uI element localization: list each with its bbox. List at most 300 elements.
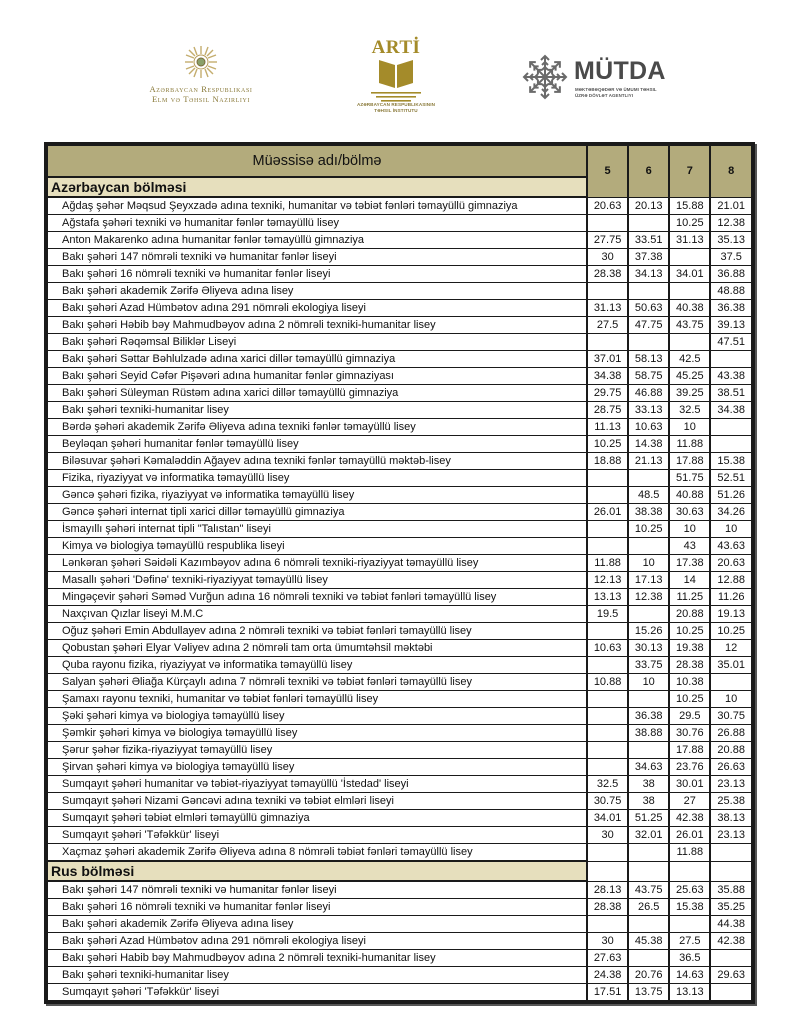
institution-name: Biləsuvar şəhəri Kəmaləddin Ağayev adına texniki fənlər təmayüllü məktəb-lisey [48,453,588,470]
score-grade-6 [628,691,669,708]
table-row [48,708,752,725]
table-row [48,950,752,967]
score-grade-8: 43.63 [710,538,751,555]
score-grade-7: 10.25 [669,623,710,640]
table-row [48,933,752,950]
score-grade-7: 11.88 [669,844,710,862]
institution-name: Bakı şəhəri akademik Zərifə Əliyeva adına lisey [48,916,588,933]
table-title: Müəssisə adı/bölmə [48,146,588,178]
score-grade-7: 28.38 [669,657,710,674]
score-grade-7: 23.76 [669,759,710,776]
institution-name: Ağdaş şəhər Məqsud Şeyxzadə adına texniki, humanitar və təbiət fənləri təmayüllü gimnaziya [48,197,588,215]
score-grade-6: 33.13 [628,402,669,419]
empty-cell [587,861,628,881]
score-grade-8: 36.88 [710,266,751,283]
score-grade-7 [669,916,710,933]
score-grade-8: 11.26 [710,589,751,606]
institution-name: Bakı şəhəri texniki-humanitar lisey [48,402,588,419]
institution-name: Ağstafa şəhəri texniki və humanitar fənlər təmayüllü lisey [48,215,588,232]
score-grade-5 [587,759,628,776]
score-grade-6 [628,334,669,351]
institution-name: Bakı şəhəri Səttar Bəhlulzadə adına xarici dillər təmayüllü gimnaziya [48,351,588,368]
score-grade-5: 34.38 [587,368,628,385]
score-grade-5 [587,742,628,759]
score-grade-6: 10.25 [628,521,669,538]
score-grade-8: 19.13 [710,606,751,623]
score-grade-6: 12.38 [628,589,669,606]
institution-name: Masallı şəhəri 'Dəfinə' texniki-riyaziyyat təmayüllü lisey [48,572,588,589]
score-grade-6: 20.13 [628,197,669,215]
score-grade-8: 23.13 [710,827,751,844]
score-grade-6 [628,538,669,555]
institution-name: İsmayıllı şəhəri internat tipli "Talıstan" liseyi [48,521,588,538]
section-header-russian [48,861,752,881]
table-row [48,232,752,249]
score-grade-8: 20.63 [710,555,751,572]
table-row [48,521,752,538]
institution-name: Bakı şəhəri 16 nömrəli texniki və humanitar fənlər liseyi [48,266,588,283]
table-row [48,657,752,674]
score-grade-5 [587,470,628,487]
table-row [48,916,752,933]
arti-subtitle-line2: TƏHSIL İNSTITUTU [374,108,418,113]
score-grade-6 [628,470,669,487]
score-grade-7 [669,334,710,351]
section-label: Azərbaycan bölməsi [48,177,588,197]
score-grade-8: 44.38 [710,916,751,933]
grade-header-7: 7 [669,146,710,198]
score-grade-8: 43.38 [710,368,751,385]
grade-header-5: 5 [587,146,628,198]
table-row [48,402,752,419]
institution-name: Kimya və biologiya təmayüllü respublika liseyi [48,538,588,555]
score-grade-7: 40.38 [669,300,710,317]
score-grade-6: 33.51 [628,232,669,249]
grade-header-8: 8 [710,146,751,198]
score-grade-7: 39.25 [669,385,710,402]
section-row-russian [48,861,752,881]
score-grade-7: 40.88 [669,487,710,504]
mutda-subtitle-line1: MƏKTƏBƏQƏDƏR VƏ ÜMUMI TƏHSIL [575,87,657,92]
score-grade-8: 47.51 [710,334,751,351]
score-grade-6: 34.13 [628,266,669,283]
score-grade-7: 26.01 [669,827,710,844]
score-grade-6: 45.38 [628,933,669,950]
score-grade-6: 17.13 [628,572,669,589]
score-grade-6 [628,844,669,862]
table-row [48,881,752,899]
table-row [48,555,752,572]
score-grade-5: 28.38 [587,266,628,283]
table-row [48,691,752,708]
table-row [48,742,752,759]
table-row [48,453,752,470]
score-grade-6 [628,215,669,232]
arti-title: ARTİ [371,37,421,58]
score-grade-5: 12.13 [587,572,628,589]
table-row [48,827,752,844]
score-grade-6: 43.75 [628,881,669,899]
score-grade-7: 30.01 [669,776,710,793]
score-grade-7: 42.5 [669,351,710,368]
arti-subtitle-line1: AZƏRBAYCAN RESPUBLIKASININ [357,102,435,107]
score-grade-5: 27.5 [587,317,628,334]
table-row [48,385,752,402]
score-grade-7: 10 [669,521,710,538]
score-grade-6: 36.38 [628,708,669,725]
institution-name: Qobustan şəhəri Elyar Vəliyev adına 2 nömrəli tam orta ümumtəhsil məktəbi [48,640,588,657]
score-grade-7: 10.38 [669,674,710,691]
score-grade-5: 31.13 [587,300,628,317]
score-grade-6: 10 [628,555,669,572]
score-grade-8: 42.38 [710,933,751,950]
score-grade-7: 32.5 [669,402,710,419]
score-grade-6: 26.5 [628,899,669,916]
institution-name: Quba rayonu fizika, riyaziyyat və informatika təmayüllü lisey [48,657,588,674]
table-row [48,351,752,368]
score-grade-5: 11.13 [587,419,628,436]
institution-name: Bakı şəhəri Azad Hümbətov adına 291 nömrəli ekologiya liseyi [48,300,588,317]
ministry-name-line2: Elm və Təhsil Nazirliyi [151,94,251,104]
score-grade-6: 38 [628,793,669,810]
table-row [48,984,752,1001]
score-grade-5: 27.63 [587,950,628,967]
score-grade-7: 14.63 [669,967,710,984]
score-grade-7: 36.5 [669,950,710,967]
score-grade-5: 34.01 [587,810,628,827]
grade-header-6: 6 [628,146,669,198]
table-row [48,538,752,555]
score-grade-6: 58.13 [628,351,669,368]
institution-name: Lənkəran şəhəri Səidəli Kazımbəyov adına 6 nömrəli texniki-riyaziyyat təmayüllü lisey [48,555,588,572]
table-row [48,419,752,436]
score-grade-6: 21.13 [628,453,669,470]
score-grade-8: 10.25 [710,623,751,640]
score-grade-8: 35.88 [710,881,751,899]
score-grade-7: 15.88 [669,197,710,215]
score-grade-5 [587,334,628,351]
mutda-logo [518,50,698,106]
score-grade-5: 10.88 [587,674,628,691]
score-grade-6: 38.88 [628,725,669,742]
score-grade-5: 27.75 [587,232,628,249]
institution-name: Gəncə şəhəri fizika, riyaziyyat və informatika təmayüllü lisey [48,487,588,504]
score-grade-8: 29.63 [710,967,751,984]
institution-name: Bakı şəhəri Seyid Cəfər Pişəvəri adına humanitar fənlər gimnaziyası [48,368,588,385]
empty-cell [669,861,710,881]
score-grade-8: 52.51 [710,470,751,487]
institution-name: Bakı şəhəri Həbib bəy Mahmudbəyov adına 2 nömrəli texniki-humanitar lisey [48,317,588,334]
score-grade-6: 38.38 [628,504,669,521]
score-grade-7: 10 [669,419,710,436]
institution-name: Şirvan şəhəri kimya və biologiya təmayüllü lisey [48,759,588,776]
score-grade-8: 51.26 [710,487,751,504]
score-grade-7: 14 [669,572,710,589]
institution-name: Sumqayıt şəhəri təbiət elmləri təmayüllü gimnaziya [48,810,588,827]
score-grade-8: 36.38 [710,300,751,317]
table-row [48,487,752,504]
institution-name: Bakı şəhəri Habib bəy Mahmudbəyov adına 2 nömrəli texniki-humanitar lisey [48,950,588,967]
score-grade-7: 42.38 [669,810,710,827]
score-grade-5 [587,657,628,674]
score-grade-7: 19.38 [669,640,710,657]
score-grade-6: 47.75 [628,317,669,334]
institution-name: Bakı şəhəri Azad Hümbətov adına 291 nömrəli ekologiya liseyi [48,933,588,950]
score-grade-6 [628,916,669,933]
state-emblem-icon [183,44,219,80]
score-grade-7: 27 [669,793,710,810]
score-grade-5: 20.63 [587,197,628,215]
score-grade-8: 15.38 [710,453,751,470]
score-grade-6: 30.13 [628,640,669,657]
score-grade-7: 15.38 [669,899,710,916]
institution-name: Şəki şəhəri kimya və biologiya təmayüllü lisey [48,708,588,725]
institution-name: Şərur şəhər fizika-riyaziyyat təmayüllü lisey [48,742,588,759]
score-grade-8: 26.63 [710,759,751,776]
ministry-name-line1: Azərbaycan Respublikası [149,84,253,94]
score-grade-8: 39.13 [710,317,751,334]
institution-name: Salyan şəhəri Əliağa Kürçaylı adına 7 nömrəli texniki və təbiət fənləri təmayüllü lisey [48,674,588,691]
score-grade-5: 10.63 [587,640,628,657]
score-grade-6: 14.38 [628,436,669,453]
score-grade-6: 51.25 [628,810,669,827]
score-grade-8: 10 [710,521,751,538]
score-grade-6: 34.63 [628,759,669,776]
institution-name: Sumqayıt şəhəri 'Təfəkkür' liseyi [48,827,588,844]
institution-name: Xaçmaz şəhəri akademik Zərifə Əliyeva adına 8 nömrəli təbiət fənləri təmayüllü lisey [48,844,588,862]
score-grade-7: 17.38 [669,555,710,572]
table-row [48,899,752,916]
institution-name: Bakı şəhəri akademik Zərifə Əliyeva adına lisey [48,283,588,300]
table-row [48,504,752,521]
score-grade-5 [587,521,628,538]
empty-cell [710,861,751,881]
institution-name: Şamaxı rayonu texniki, humanitar və təbiət fənləri təmayüllü lisey [48,691,588,708]
score-grade-5: 11.88 [587,555,628,572]
score-grade-6 [628,950,669,967]
institution-name: Naxçıvan Qızlar liseyi M.M.C [48,606,588,623]
table-row [48,606,752,623]
score-grade-7: 11.88 [669,436,710,453]
score-grade-5 [587,708,628,725]
score-grade-5: 29.75 [587,385,628,402]
score-grade-6: 32.01 [628,827,669,844]
score-grade-5: 26.01 [587,504,628,521]
score-grade-6: 10.63 [628,419,669,436]
score-grade-8: 20.88 [710,742,751,759]
score-grade-5: 28.13 [587,881,628,899]
score-grade-7: 43 [669,538,710,555]
score-grade-6 [628,742,669,759]
score-grade-8: 37.5 [710,249,751,266]
score-grade-5: 28.38 [587,899,628,916]
table-row [48,368,752,385]
score-grade-5 [587,283,628,300]
table-row [48,844,752,862]
score-grade-5 [587,623,628,640]
score-grade-5: 19.5 [587,606,628,623]
score-grade-7: 30.76 [669,725,710,742]
score-grade-7: 30.63 [669,504,710,521]
institution-name: Bakı şəhəri Rəqəmsal Biliklər Liseyi [48,334,588,351]
score-grade-6 [628,606,669,623]
score-grade-8: 34.38 [710,402,751,419]
score-grade-5 [587,916,628,933]
score-grade-8: 35.25 [710,899,751,916]
score-grade-5: 32.5 [587,776,628,793]
institution-name: Bərdə şəhəri akademik Zərifə Əliyeva adına texniki fənlər təmayüllü lisey [48,419,588,436]
table-row [48,674,752,691]
score-grade-8: 26.88 [710,725,751,742]
score-grade-8: 35.13 [710,232,751,249]
score-grade-8: 12.38 [710,215,751,232]
score-grade-5 [587,215,628,232]
score-grade-5: 28.75 [587,402,628,419]
institution-name: Anton Makarenko adına humanitar fənlər təmayüllü gimnaziya [48,232,588,249]
table-row [48,300,752,317]
score-grade-5: 30 [587,933,628,950]
score-grade-7: 17.88 [669,453,710,470]
table-row [48,640,752,657]
star-ornament-icon [518,50,572,104]
table-row [48,215,752,232]
score-grade-5: 13.13 [587,589,628,606]
score-grade-8: 12 [710,640,751,657]
score-grade-7: 10.25 [669,215,710,232]
score-grade-8: 25.38 [710,793,751,810]
score-grade-5 [587,691,628,708]
table-row [48,572,752,589]
mutda-subtitle-line2: ÜZRƏ DÖVLƏT AGENTLIYI [575,93,634,98]
score-grade-6: 33.75 [628,657,669,674]
score-grade-5 [587,487,628,504]
table-row [48,776,752,793]
institution-name: Sumqayıt şəhəri Nizami Gəncəvi adına texniki və təbiət elmləri liseyi [48,793,588,810]
section-body-russian [48,881,752,1001]
table-header-row [48,146,752,178]
institution-name: Bakı şəhəri texniki-humanitar lisey [48,967,588,984]
score-grade-7: 17.88 [669,742,710,759]
table-row [48,470,752,487]
score-grade-8 [710,419,751,436]
table-row [48,317,752,334]
table-row [48,249,752,266]
table-row [48,810,752,827]
score-grade-5: 17.51 [587,984,628,1001]
institution-name: Gəncə şəhəri internat tipli xarici dillər təmayüllü gimnaziya [48,504,588,521]
score-grade-6: 46.88 [628,385,669,402]
score-grade-6: 37.38 [628,249,669,266]
table-row [48,759,752,776]
score-grade-8: 30.75 [710,708,751,725]
score-grade-7: 51.75 [669,470,710,487]
score-grade-5 [587,538,628,555]
score-grade-8 [710,674,751,691]
score-grade-8: 35.01 [710,657,751,674]
score-grade-8 [710,351,751,368]
score-grade-5: 37.01 [587,351,628,368]
table-row [48,197,752,215]
table-row [48,623,752,640]
score-grade-7 [669,249,710,266]
scores-table [44,142,755,1004]
score-grade-8 [710,984,751,1001]
score-grade-5: 30 [587,249,628,266]
score-grade-8 [710,436,751,453]
institution-name: Bakı şəhəri 16 nömrəli texniki və humanitar fənlər liseyi [48,899,588,916]
institution-name: Bakı şəhəri 147 nömrəli texniki və humanitar fənlər liseyi [48,881,588,899]
institution-name: Sumqayıt şəhəri humanitar və təbiət-riyaziyyat təmayüllü 'İstedad' liseyi [48,776,588,793]
score-grade-5 [587,725,628,742]
score-grade-8 [710,950,751,967]
score-grade-6: 48.5 [628,487,669,504]
score-grade-7: 31.13 [669,232,710,249]
score-grade-6: 20.76 [628,967,669,984]
ministry-logo [128,44,274,104]
score-grade-8: 23.13 [710,776,751,793]
score-grade-8: 21.01 [710,197,751,215]
score-grade-8: 10 [710,691,751,708]
table-row [48,967,752,984]
arti-logo [346,38,446,114]
score-grade-7: 43.75 [669,317,710,334]
institution-name: Oğuz şəhəri Emin Abdullayev adına 2 nömrəli texniki və təbiət fənləri təmayüllü lisey [48,623,588,640]
score-grade-6: 15.26 [628,623,669,640]
institution-name: Şəmkir şəhəri kimya və biologiya təmayüllü lisey [48,725,588,742]
institution-name: Beyləqan şəhəri humanitar fənlər təmayüllü lisey [48,436,588,453]
score-grade-6: 38 [628,776,669,793]
score-grade-5: 10.25 [587,436,628,453]
score-grade-8 [710,844,751,862]
section-label: Rus bölməsi [48,861,588,881]
table-row [48,725,752,742]
institution-name: Sumqayıt şəhəri 'Təfəkkür' liseyi [48,984,588,1001]
score-grade-8: 38.51 [710,385,751,402]
institution-name: Bakı şəhəri 147 nömrəli texniki və humanitar fənlər liseyi [48,249,588,266]
score-grade-7: 25.63 [669,881,710,899]
score-grade-6: 50.63 [628,300,669,317]
empty-cell [628,861,669,881]
score-grade-7: 34.01 [669,266,710,283]
score-grade-6: 10 [628,674,669,691]
score-grade-7: 11.25 [669,589,710,606]
score-grade-6 [628,283,669,300]
score-grade-5: 24.38 [587,967,628,984]
section-body-azerbaijani [48,197,752,861]
score-grade-7: 10.25 [669,691,710,708]
table-row [48,793,752,810]
score-grade-5: 30.75 [587,793,628,810]
score-grade-7 [669,283,710,300]
table-row [48,589,752,606]
score-grade-8: 48.88 [710,283,751,300]
institution-name: Fizika, riyaziyyat və informatika təmayüllü lisey [48,470,588,487]
score-grade-7: 45.25 [669,368,710,385]
score-grade-7: 13.13 [669,984,710,1001]
table-row [48,436,752,453]
open-book-icon [346,58,446,102]
score-grade-6: 58.75 [628,368,669,385]
score-grade-8: 12.88 [710,572,751,589]
mutda-title: MÜTDA [574,57,666,85]
score-grade-8: 34.26 [710,504,751,521]
score-grade-5: 30 [587,827,628,844]
score-grade-7: 20.88 [669,606,710,623]
score-grade-8: 38.13 [710,810,751,827]
score-grade-7: 29.5 [669,708,710,725]
institution-name: Mingəçevir şəhəri Səməd Vurğun adına 16 nömrəli texniki və təbiət fənləri təmayüllü lisey [48,589,588,606]
table-row [48,283,752,300]
